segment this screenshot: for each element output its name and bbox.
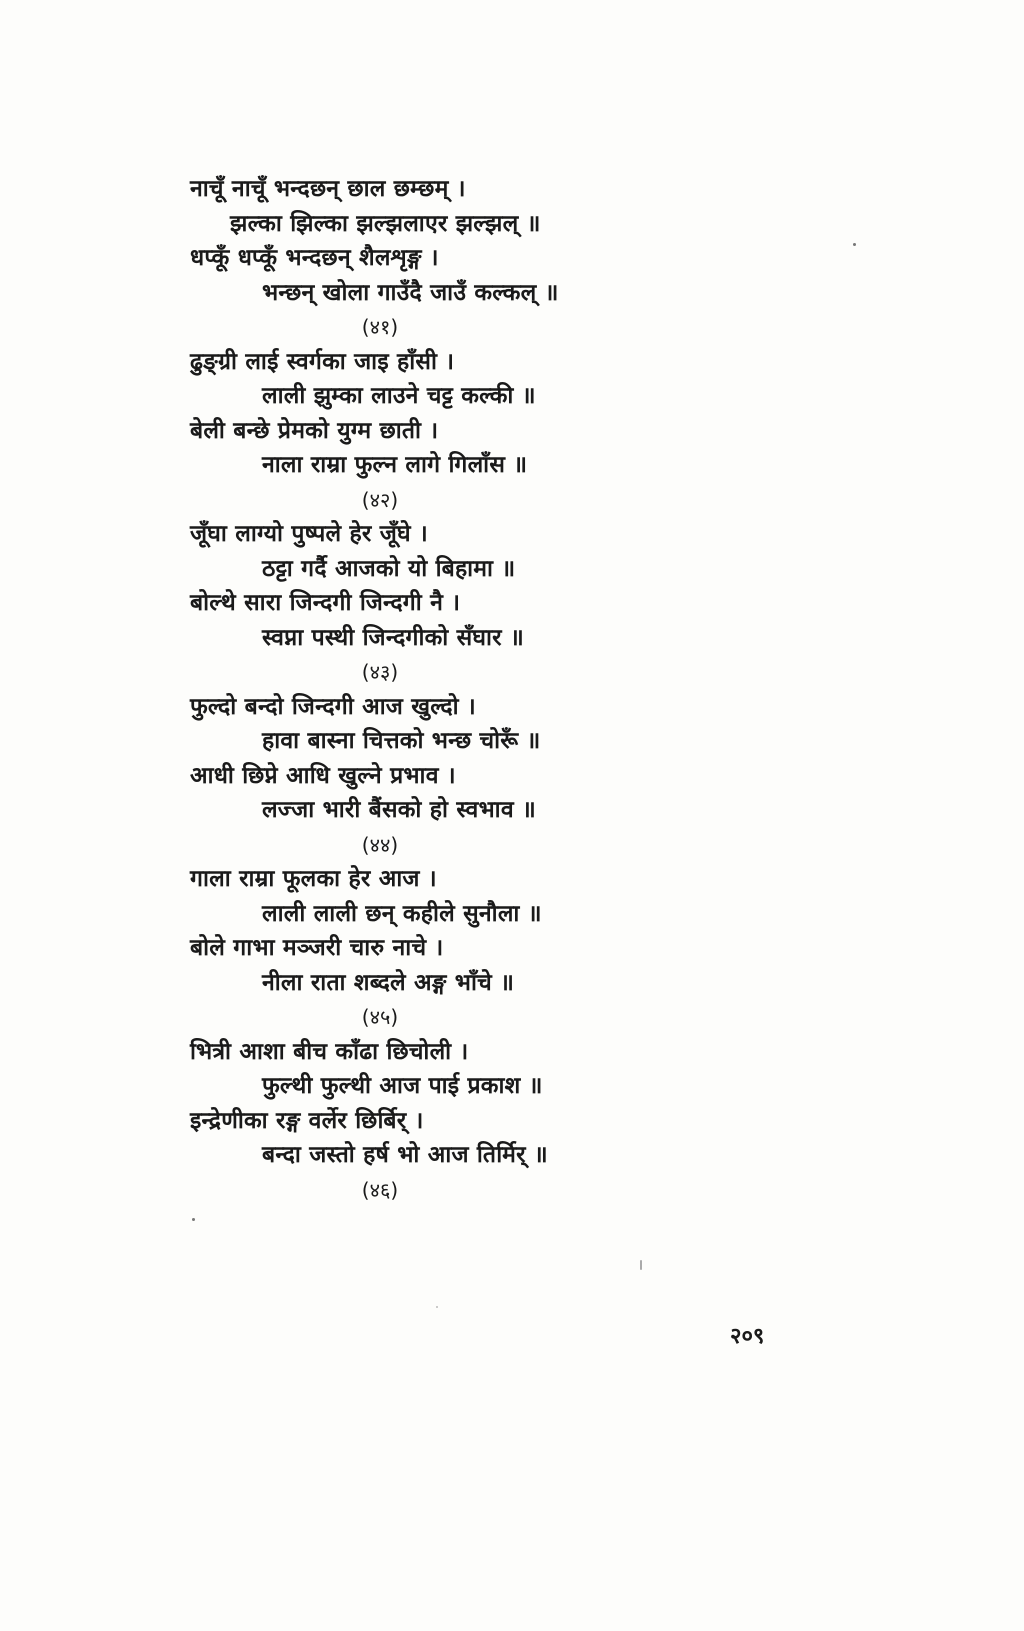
verse-line: फुल्थी फुल्थी आज पाई प्रकाश ॥ bbox=[262, 1073, 543, 1099]
stanza-number: (४३) bbox=[361, 660, 399, 684]
verse-line: ढुङ्ग्री लाई स्वर्गका जाइ हाँसी । bbox=[190, 348, 455, 375]
scan-speck bbox=[436, 1306, 438, 1308]
verse-line: आधी छिप्ने आधि खुल्ने प्रभाव । bbox=[190, 762, 456, 789]
page-number: २०९ bbox=[730, 1324, 765, 1349]
verse-line: लज्जा भारी बैंसको हो स्वभाव ॥ bbox=[262, 797, 536, 823]
verse-line: बेली बन्छे प्रेमको युग्म छाती । bbox=[190, 417, 439, 444]
stanza-number: (४४) bbox=[361, 832, 399, 857]
verse-line: बन्दा जस्तो हर्ष भो आज तिर्मिर् ॥ bbox=[262, 1142, 548, 1168]
stanza-number: (४६) bbox=[361, 1177, 399, 1202]
verse-line: नाला राम्रा फुल्न लागे गिलाँस ॥ bbox=[262, 452, 528, 478]
verse-line: ठट्टा गर्दै आजको यो बिहामा ॥ bbox=[262, 555, 516, 582]
verse-line: लाली लाली छन् कहीले सुनौला ॥ bbox=[262, 900, 542, 927]
verse-line: हावा बास्ना चित्तको भन्छ चोरूँ ॥ bbox=[262, 728, 541, 754]
stanza-number: (४२) bbox=[361, 487, 399, 512]
stanza-41 bbox=[190, 172, 620, 345]
stanza-number: (४५) bbox=[361, 1005, 399, 1029]
verse-line: बोले गाभा मञ्जरी चारु नाचे । bbox=[190, 935, 444, 961]
stanza-number: (४१) bbox=[361, 315, 399, 339]
scan-speck bbox=[192, 1218, 195, 1221]
verse-line: झल्का झिल्का झल्झलाएर झल्झल् ॥ bbox=[230, 210, 541, 237]
verse-line: भन्छन् खोला गाउँदै जाउँ कल्कल् ॥ bbox=[262, 279, 559, 306]
scan-speck bbox=[853, 243, 856, 246]
stanza-46 bbox=[190, 1035, 620, 1208]
verse-line: भित्री आशा बीच काँढा छिचोली । bbox=[190, 1038, 469, 1065]
poem-body bbox=[190, 172, 620, 1207]
verse-line: स्वप्ना पस्थी जिन्दगीको सँघार ॥ bbox=[262, 624, 524, 651]
stanza-43 bbox=[190, 517, 620, 690]
verse-line: नीला राता शब्दले अङ्ग भाँचे ॥ bbox=[262, 969, 515, 996]
verse-line: धप्कूँ धप्कूँ भन्दछन् शैलशृङ्ग । bbox=[190, 245, 439, 271]
verse-line: जूँघा लाग्यो पुष्पले हेर जूँघे । bbox=[190, 521, 428, 547]
scan-speck bbox=[640, 1260, 642, 1270]
verse-line: नाचूँ नाचूँ भन्दछन् छाल छम्छम् । bbox=[190, 176, 466, 202]
verse-line: फुल्दो बन्दो जिन्दगी आज खुल्दो । bbox=[190, 693, 476, 720]
stanza-45 bbox=[190, 862, 620, 1035]
verse-line: लाली झुम्का लाउने चट्ट कल्की ॥ bbox=[262, 383, 536, 409]
stanza-44 bbox=[190, 690, 620, 863]
stanza-42 bbox=[190, 345, 620, 518]
verse-line: बोल्थे सारा जिन्दगी जिन्दगी नै । bbox=[190, 590, 461, 616]
verse-line: इन्द्रेणीका रङ्ग वर्लेर छिर्बिर् । bbox=[190, 1107, 424, 1134]
verse-line: गाला राम्रा फूलका हेर आज । bbox=[190, 866, 437, 892]
